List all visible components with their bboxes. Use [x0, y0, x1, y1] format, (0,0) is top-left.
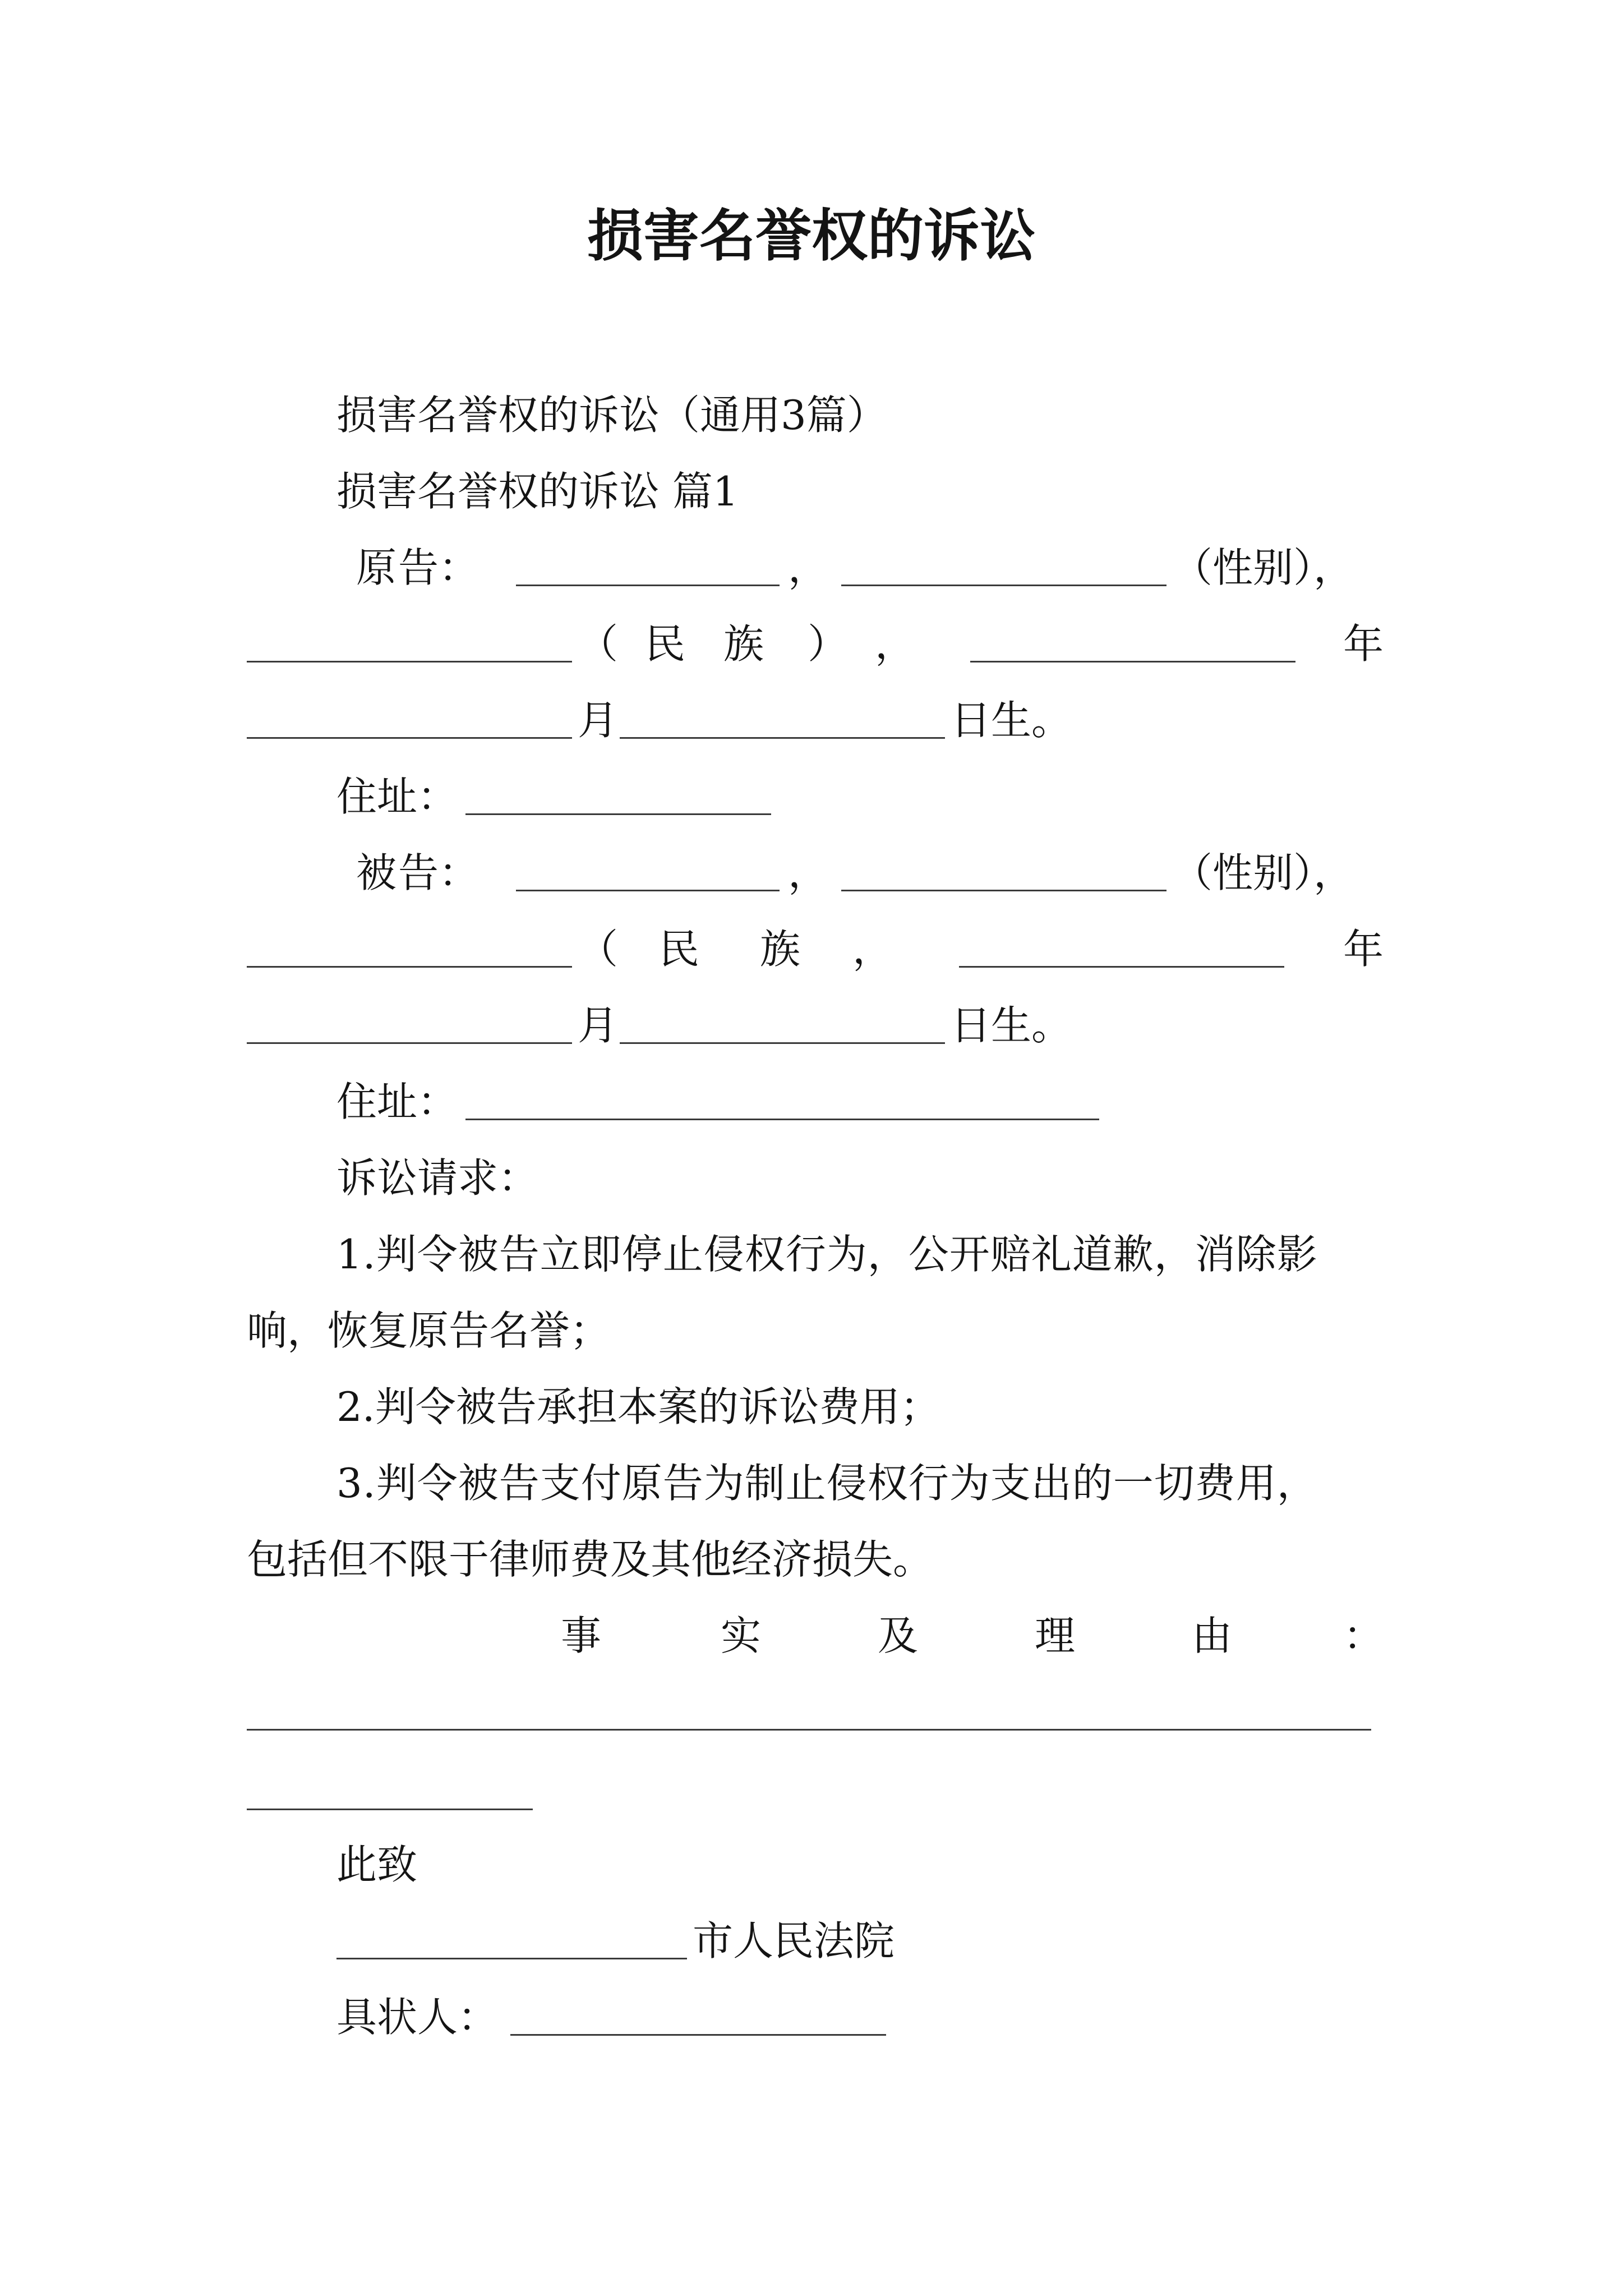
plaintiff-ethnicity-b: 族: [723, 620, 764, 668]
plaintiff-ethnicity-blank[interactable]: [247, 661, 572, 662]
plaintiff-address-label: 住址：: [336, 773, 458, 820]
defendant-birth-month-blank[interactable]: [247, 1042, 572, 1044]
facts-char-2: 实: [721, 1612, 762, 1659]
plaintiff-gender-label: （性别），: [1172, 544, 1354, 591]
plaintiff-name-blank[interactable]: [516, 585, 780, 586]
defendant-ethnicity-a: 民: [659, 926, 700, 973]
defendant-address-blank[interactable]: [465, 1119, 1099, 1120]
defendant-name-blank[interactable]: [516, 890, 780, 891]
plaintiff-birth-label: 日生。: [951, 697, 1072, 744]
claim-3-text-b: 包括但不限于律师费及其他经济损失。: [247, 1536, 934, 1583]
plaintiff-month-label: 月: [578, 697, 619, 744]
facts-char-6: ：: [1343, 1612, 1384, 1659]
plaintiff-ethnicity-close: ）: [808, 620, 849, 668]
plaintiff-year-label: 年: [1343, 620, 1384, 668]
defendant-label-b: 告：: [398, 849, 479, 896]
defendant-comma-2: ，: [852, 926, 893, 973]
claim-1-text-a: 1.判令被告立即停止侵权行为，公开赔礼道歉，消除影: [336, 1231, 1318, 1278]
claim-3-text-a: 3.判令被告支付原告为制止侵权行为支出的一切费用，: [336, 1460, 1318, 1507]
facts-char-1: 事: [561, 1612, 602, 1659]
salutation: 此致: [336, 1841, 418, 1888]
plaintiff-address-blank[interactable]: [465, 813, 771, 815]
defendant-label-a: 被: [356, 849, 397, 896]
defendant-ethnicity-open: （: [578, 926, 619, 973]
defendant-gender-blank[interactable]: [841, 890, 1166, 891]
facts-char-5: 由: [1192, 1612, 1233, 1659]
plaintiff-ethnicity-open: （: [578, 620, 619, 668]
court-city-blank[interactable]: [336, 1958, 687, 1959]
signer-blank[interactable]: [510, 2034, 886, 2036]
claim-2-text: 2.判令被告承担本案的诉讼费用；: [336, 1383, 940, 1430]
signer-label: 具状人：: [336, 1994, 499, 2041]
facts-blank-2[interactable]: [247, 1809, 533, 1810]
defendant-ethnicity-blank[interactable]: [247, 966, 572, 968]
defendant-birth-year-blank[interactable]: [959, 966, 1284, 968]
section-heading: 损害名誉权的诉讼 篇1: [336, 468, 739, 515]
plaintiff-label-b: 告：: [398, 544, 479, 591]
court-suffix: 市人民法院: [693, 1917, 895, 1964]
claim-1-text-b: 响，恢复原告名誉；: [247, 1307, 611, 1354]
plaintiff-comma-2: ，: [875, 620, 916, 668]
plaintiff-label-a: 原: [356, 544, 397, 591]
defendant-month-label: 月: [578, 1002, 619, 1049]
plaintiff-comma: ，: [788, 544, 829, 591]
defendant-birth-day-blank[interactable]: [620, 1042, 945, 1044]
plaintiff-birth-month-blank[interactable]: [247, 737, 572, 739]
claims-heading: 诉讼请求：: [336, 1154, 539, 1202]
document-title: 损害名誉权的诉讼: [587, 203, 1036, 269]
defendant-year-label: 年: [1343, 926, 1384, 973]
defendant-gender-label: （性别），: [1172, 849, 1354, 896]
facts-blank-1[interactable]: [247, 1729, 1371, 1731]
defendant-birth-label: 日生。: [951, 1002, 1072, 1049]
defendant-address-label: 住址：: [336, 1078, 458, 1125]
subtitle: 损害名誉权的诉讼（通用3篇）: [336, 392, 887, 439]
plaintiff-birth-year-blank[interactable]: [970, 661, 1295, 662]
plaintiff-gender-blank[interactable]: [841, 585, 1166, 586]
defendant-ethnicity-b: 族: [760, 926, 801, 973]
plaintiff-ethnicity-a: 民: [645, 620, 686, 668]
defendant-comma: ，: [788, 849, 829, 896]
facts-char-3: 及: [878, 1612, 919, 1659]
plaintiff-birth-day-blank[interactable]: [620, 737, 945, 739]
facts-char-4: 理: [1035, 1612, 1076, 1659]
